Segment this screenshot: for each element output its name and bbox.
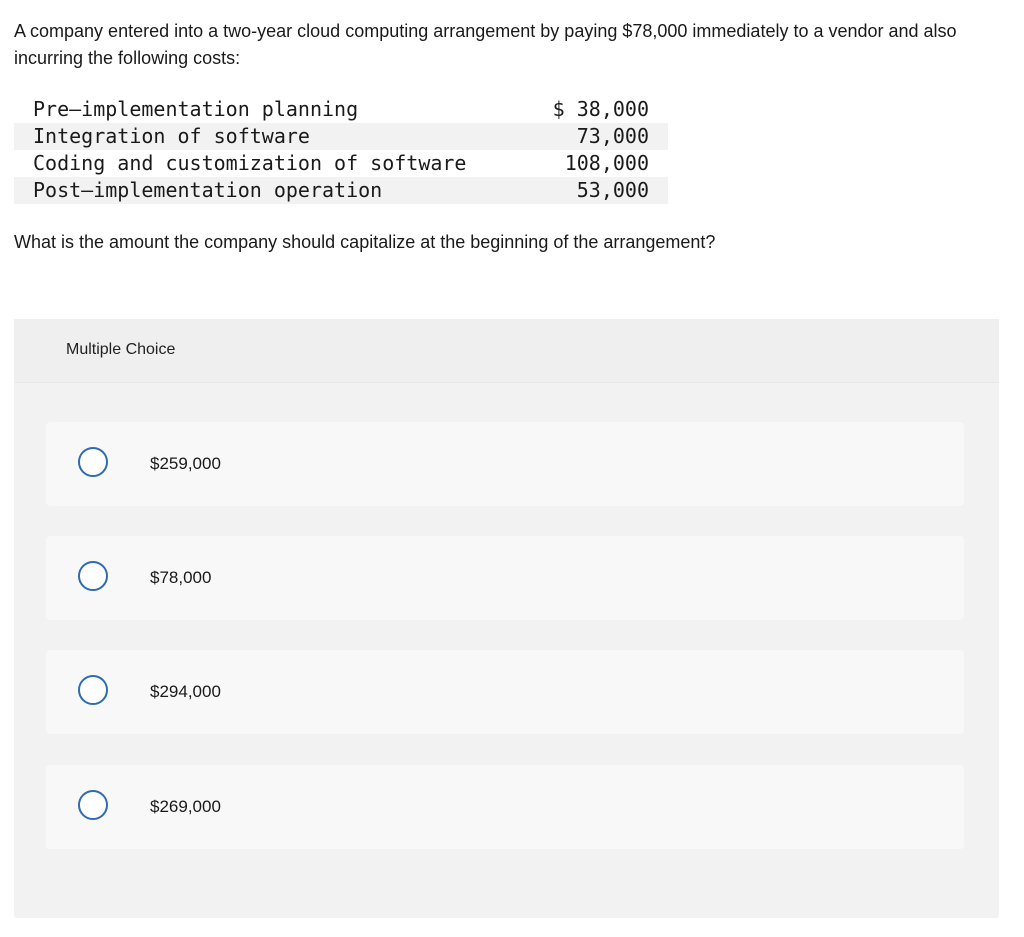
cost-amount: 73,000: [535, 123, 668, 150]
cost-label: Integration of software: [14, 123, 535, 150]
cost-amount: 108,000: [564, 151, 649, 175]
radio-button-icon[interactable]: [78, 675, 108, 705]
cost-label: Post–implementation operation: [14, 177, 535, 204]
cost-row: [14, 123, 668, 150]
multiple-choice-header: [14, 319, 999, 383]
question-text: A company entered into a two-year cloud computing arrangement by paying $78,000 immediately to a vendor and also incurring the following costs:: [14, 21, 957, 68]
cost-row: [14, 177, 668, 204]
choice-option[interactable]: [46, 765, 964, 849]
choice-label: $269,000: [150, 797, 221, 816]
choice-option[interactable]: [46, 650, 964, 734]
choice-option[interactable]: [46, 536, 964, 620]
cost-label: Coding and customization of software: [33, 151, 467, 175]
question-prompt: What is the amount the company should capitalize at the beginning of the arrangement?: [14, 232, 716, 252]
cost-row: [14, 150, 668, 177]
cost-row: [14, 96, 668, 123]
radio-button-icon[interactable]: [78, 561, 108, 591]
multiple-choice-title: Multiple Choice: [66, 341, 176, 358]
multiple-choice-panel: [14, 319, 999, 918]
cost-table: [14, 96, 668, 204]
choice-option[interactable]: [46, 422, 964, 506]
cost-label: Pre–implementation planning: [33, 97, 359, 121]
cost-amount: 53,000: [535, 177, 668, 204]
radio-button-icon[interactable]: [78, 447, 108, 477]
choice-label: $78,000: [150, 568, 212, 587]
radio-button-icon[interactable]: [78, 790, 108, 820]
cost-amount: $ 38,000: [552, 97, 649, 121]
choice-label: $294,000: [150, 682, 221, 701]
choice-label: $259,000: [150, 454, 221, 473]
